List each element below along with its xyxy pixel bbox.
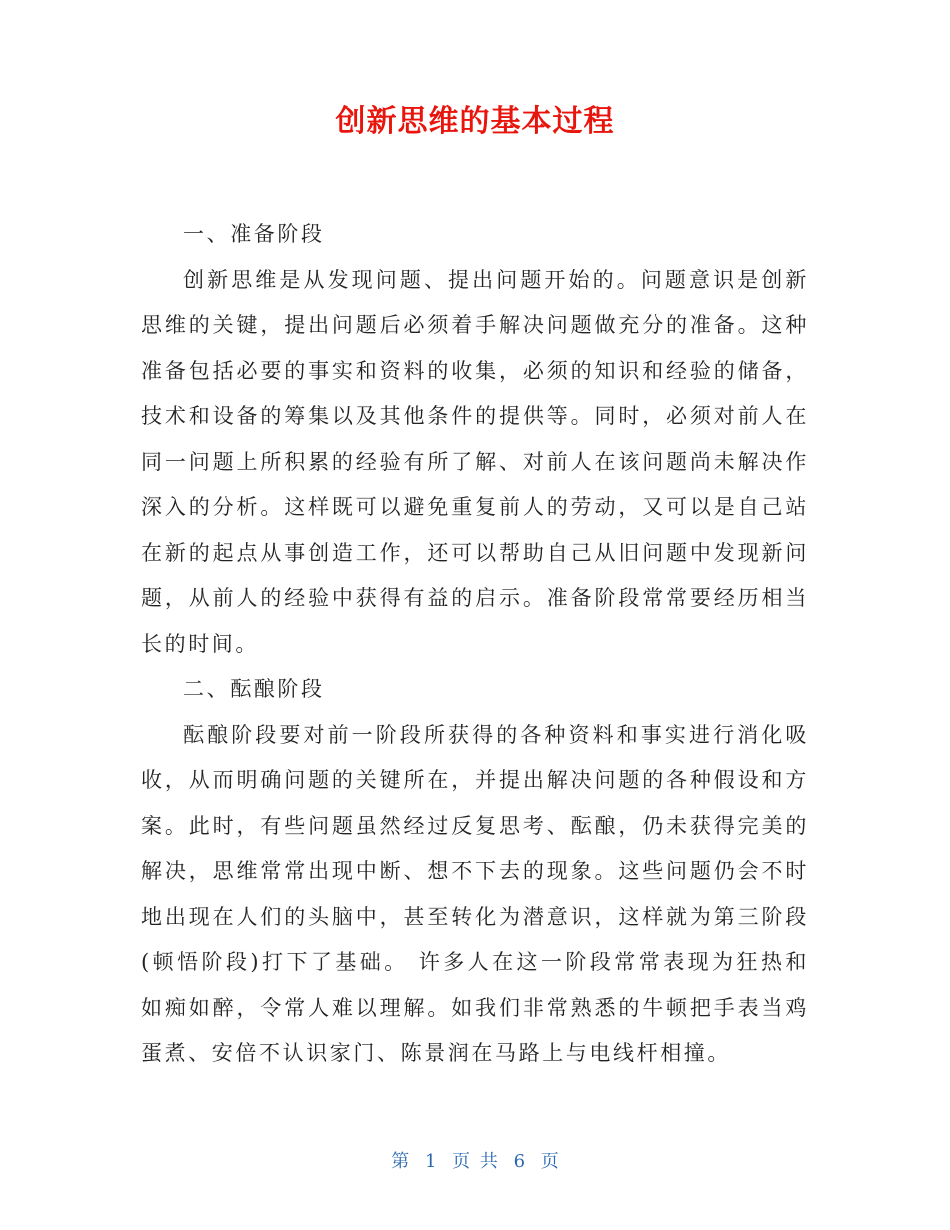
page-label-prefix: 第	[391, 1151, 410, 1172]
total-pages-number: 6	[513, 1151, 526, 1172]
section-heading-incubation: 二、酝酿阶段	[183, 677, 325, 701]
page-footer	[0, 1150, 950, 1174]
section-heading-preparation: 一、准备阶段	[183, 222, 325, 246]
paragraph-incubation: 酝酿阶段要对前一阶段所获得的各种资料和事实进行消化吸收，从而明确问题的关键所在，并提出解决问题的各种假设和方案。此时，有些问题虽然经过反复思考、酝酿，仍未获得完美的解决，思维常常出现中断、想不下去的现象。这些问题仍会不时地出现在人们的头脑中，甚至转化为潜意识，这样就为第三阶段(顿悟阶段)打下了基础。 许多人在这一阶段常常表现为狂热和如痴如醉，令常人难以理解。如我们非常熟悉的牛顿把手表当鸡蛋煮、安倍不认识家门、陈景润在马路上与电线杆相撞。	[141, 722, 809, 1065]
current-page-number: 1	[424, 1151, 437, 1172]
document-title: 创新思维的基本过程	[335, 104, 615, 139]
document-body	[141, 212, 809, 1077]
paragraph-preparation: 创新思维是从发现问题、提出问题开始的。问题意识是创新思维的关键，提出问题后必须着手解决问题做充分的准备。这种准备包括必要的事实和资料的收集，必须的知识和经验的储备，技术和设备的筹集以及其他条件的提供等。同时，必须对前人在同一问题上所积累的经验有所了解、对前人在该问题尚未解决作深入的分析。这样既可以避免重复前人的劳动，又可以是自己站在新的起点从事创造工作，还可以帮助自己从旧问题中发现新问题，从前人的经验中获得有益的启示。准备阶段常常要经历相当长的时间。	[141, 267, 809, 656]
page-label-mid: 页 共	[452, 1151, 498, 1172]
page-label-suffix: 页	[540, 1151, 559, 1172]
